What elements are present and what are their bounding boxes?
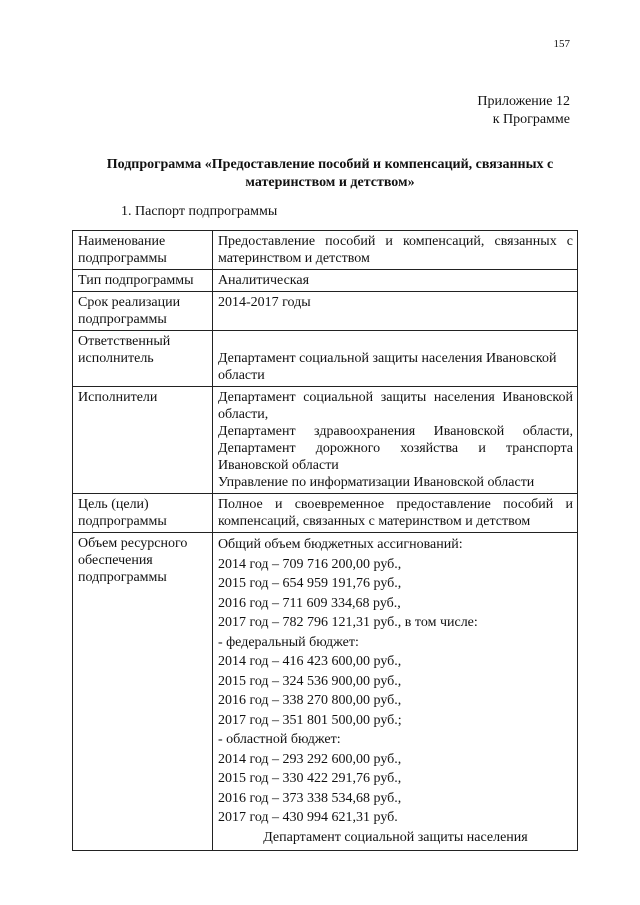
value-funding-cell (212, 533, 577, 851)
funding-line: 2014 год – 293 292 600,00 руб., (217, 751, 402, 767)
funding-continuation: Департамент социальной защиты населения (263, 829, 528, 845)
funding-line: 2017 год – 351 801 500,00 руб.; (217, 712, 402, 728)
value-executors-cell (212, 387, 577, 494)
funding-line: - федеральный бюджет: (217, 634, 359, 650)
value-responsible-cell (212, 331, 577, 387)
page-number: 157 (553, 38, 570, 50)
table-row-funding (73, 533, 578, 851)
executor-item: Департамент социальной защиты населения Ивановской области, (217, 390, 573, 422)
executor-item: Департамент здравоохранения Ивановской области, Департамент дорожного хозяйства и транспорта Ивановской области (217, 424, 573, 473)
table-row-executors (73, 387, 578, 494)
executor-item: Управление по информатизации Ивановской области (217, 475, 535, 490)
label-executors: Исполнители (73, 387, 213, 494)
funding-line: Общий объем бюджетных ассигнований: (217, 537, 463, 552)
funding-line: 2016 год – 373 338 534,68 руб., (217, 790, 402, 806)
section-title: 1. Паспорт подпрограммы (121, 204, 278, 219)
label-type: Тип подпрограммы (73, 270, 213, 292)
table-row-goal (73, 494, 578, 533)
value-type: Аналитическая (212, 270, 577, 292)
table-row-name (73, 231, 578, 270)
label-responsible: Ответственный исполнитель (73, 331, 213, 387)
funding-line: 2014 год – 709 716 200,00 руб., (217, 556, 402, 572)
funding-line: 2016 год – 711 609 334,68 руб., (217, 595, 401, 611)
table-row-responsible (73, 331, 578, 387)
funding-line: 2017 год – 430 994 621,31 руб. (217, 810, 398, 825)
label-name: Наименование подпрограммы (73, 231, 213, 270)
label-period: Срок реализации подпрограммы (73, 292, 213, 331)
value-goal: Полное и своевременное предоставление пособий и компенсаций, связанных с материнством и детством (212, 494, 577, 533)
funding-line: 2014 год – 416 423 600,00 руб., (217, 654, 402, 669)
value-name: Предоставление пособий и компенсаций, связанных с материнством и детством (212, 231, 577, 270)
appendix-line-2: к Программе (492, 112, 570, 127)
appendix-reference (477, 93, 570, 129)
funding-line: 2015 год – 654 959 191,76 руб., (217, 576, 402, 591)
value-responsible: Департамент социальной защиты населения Ивановской области (217, 351, 557, 383)
label-funding: Объем ресурсного обеспечения подпрограммы (73, 533, 213, 851)
table-row-type (73, 270, 578, 292)
funding-line: 2015 год – 324 536 900,00 руб., (217, 673, 402, 689)
funding-line: 2017 год – 782 796 121,31 руб., в том числе: (217, 615, 478, 630)
passport-table (72, 230, 578, 851)
funding-line: - областной бюджет: (217, 732, 341, 747)
subprogram-title: Подпрограмма «Предоставление пособий и компенсаций, связанных с материнством и детством» (106, 157, 554, 190)
appendix-line-1: Приложение 12 (477, 94, 570, 109)
value-period: 2014-2017 годы (212, 292, 577, 331)
funding-line: 2016 год – 338 270 800,00 руб., (217, 693, 402, 708)
table-row-period (73, 292, 578, 331)
funding-line: 2015 год – 330 422 291,76 руб., (217, 771, 402, 786)
label-goal: Цель (цели) подпрограммы (73, 494, 213, 533)
